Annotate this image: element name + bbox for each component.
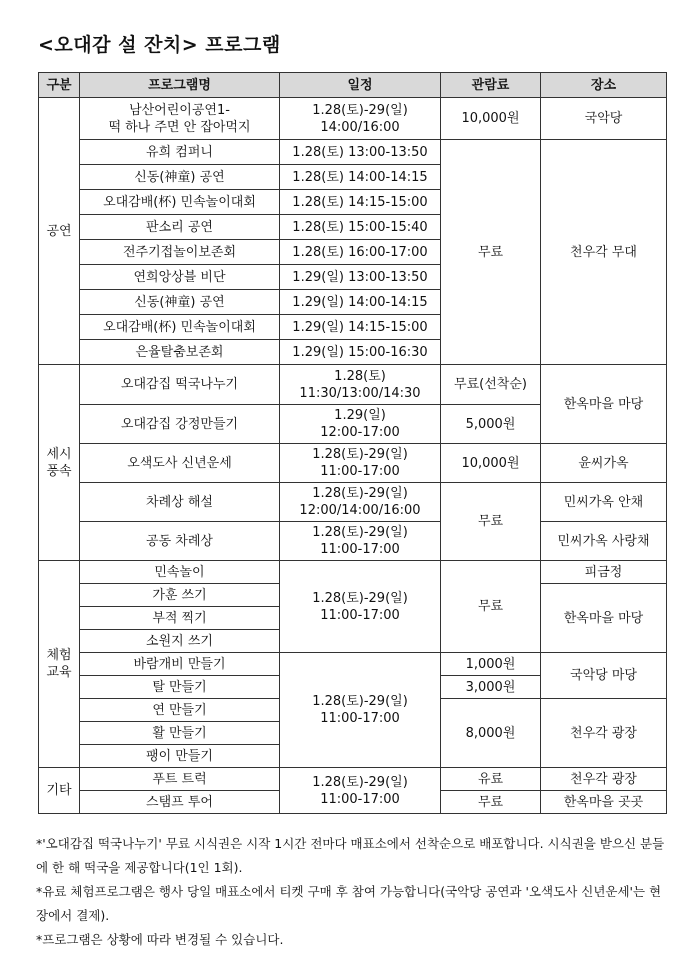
table-row — [39, 140, 667, 165]
fee-cell: 무료 — [441, 791, 541, 814]
place-cell: 천우각 무대 — [541, 140, 667, 365]
program-cell: 유희 컴퍼니 — [80, 140, 280, 165]
schedule-cell: 1.28(토)-29(일) 14:00/16:00 — [280, 98, 441, 140]
place-cell: 국악당 마당 — [541, 653, 667, 699]
program-cell: 차례상 해설 — [80, 483, 280, 522]
program-cell: 푸트 트럭 — [80, 768, 280, 791]
program-table — [38, 72, 667, 814]
table-row — [39, 768, 667, 791]
fee-cell: 5,000원 — [441, 405, 541, 444]
fee-cell: 10,000원 — [441, 98, 541, 140]
page-title: <오대감 설 잔치> 프로그램 — [38, 34, 281, 56]
table-row — [39, 98, 667, 140]
program-cell: 바람개비 만들기 — [80, 653, 280, 676]
program-cell: 가훈 쓰기 — [80, 584, 280, 607]
schedule-cell: 1.29(일) 14:15-15:00 — [280, 315, 441, 340]
program-cell: 신동(神童) 공연 — [80, 290, 280, 315]
schedule-cell: 1.29(일) 12:00-17:00 — [280, 405, 441, 444]
header-category: 구분 — [39, 73, 80, 98]
fee-cell: 무료 — [441, 561, 541, 653]
note-item: *'오대감집 떡국나누기' 무료 시식권은 시작 1시간 전마다 매표소에서 선착순으로 배포합니다. 시식권을 받으신 분들에 한 해 떡국을 제공합니다(1인 1회). — [36, 836, 665, 875]
table-row — [39, 653, 667, 676]
schedule-cell: 1.28(토) 11:30/13:00/14:30 — [280, 365, 441, 405]
table-row — [39, 483, 667, 522]
place-cell: 한옥마을 마당 — [541, 365, 667, 444]
category-cell: 세시 풍속 — [39, 365, 80, 561]
program-cell: 은율탈춤보존회 — [80, 340, 280, 365]
program-cell: 스탬프 투어 — [80, 791, 280, 814]
program-cell: 팽이 만들기 — [80, 745, 280, 768]
fee-cell: 유료 — [441, 768, 541, 791]
program-cell: 남산어린이공연1- 떡 하나 주면 안 잡아먹지 — [80, 98, 280, 140]
schedule-cell: 1.28(토)-29(일) 11:00-17:00 — [280, 522, 441, 561]
fee-cell: 무료 — [441, 140, 541, 365]
program-cell: 연 만들기 — [80, 699, 280, 722]
schedule-cell: 1.28(토)-29(일) 12:00/14:00/16:00 — [280, 483, 441, 522]
place-cell: 윤씨가옥 — [541, 444, 667, 483]
program-cell: 탈 만들기 — [80, 676, 280, 699]
program-cell: 오대감배(杯) 민속놀이대회 — [80, 315, 280, 340]
place-cell: 국악당 — [541, 98, 667, 140]
table-row — [39, 444, 667, 483]
program-cell: 공동 차례상 — [80, 522, 280, 561]
category-cell: 기타 — [39, 768, 80, 814]
fee-cell: 무료 — [441, 483, 541, 561]
header-program: 프로그램명 — [80, 73, 280, 98]
table-row — [39, 365, 667, 405]
table-row — [39, 522, 667, 561]
program-cell: 소원지 쓰기 — [80, 630, 280, 653]
fee-cell: 무료(선착순) — [441, 365, 541, 405]
program-cell: 연희앙상블 비단 — [80, 265, 280, 290]
schedule-cell: 1.28(토)-29(일) 11:00-17:00 — [280, 653, 441, 768]
header-schedule: 일정 — [280, 73, 441, 98]
table-row — [39, 561, 667, 584]
table-header-row — [39, 73, 667, 98]
program-cell: 활 만들기 — [80, 722, 280, 745]
schedule-cell: 1.28(토) 15:00-15:40 — [280, 215, 441, 240]
place-cell: 천우각 광장 — [541, 699, 667, 768]
note-item: *프로그램은 상황에 따라 변경될 수 있습니다. — [36, 932, 284, 947]
program-cell: 판소리 공연 — [80, 215, 280, 240]
place-cell: 민씨가옥 사랑채 — [541, 522, 667, 561]
notes — [36, 832, 668, 952]
place-cell: 피금정 — [541, 561, 667, 584]
program-cell: 오대감집 떡국나누기 — [80, 365, 280, 405]
place-cell: 한옥마을 마당 — [541, 584, 667, 653]
category-cell: 체험 교육 — [39, 561, 80, 768]
fee-cell: 1,000원 — [441, 653, 541, 676]
program-cell: 민속놀이 — [80, 561, 280, 584]
program-cell: 부적 찍기 — [80, 607, 280, 630]
header-fee: 관람료 — [441, 73, 541, 98]
schedule-cell: 1.28(토)-29(일) 11:00-17:00 — [280, 561, 441, 653]
program-cell: 전주기접놀이보존회 — [80, 240, 280, 265]
category-cell: 공연 — [39, 98, 80, 365]
program-cell: 오색도사 신년운세 — [80, 444, 280, 483]
fee-cell: 10,000원 — [441, 444, 541, 483]
program-cell: 신동(神童) 공연 — [80, 165, 280, 190]
header-place: 장소 — [541, 73, 667, 98]
schedule-cell: 1.28(토)-29(일) 11:00-17:00 — [280, 444, 441, 483]
schedule-cell: 1.28(토) 13:00-13:50 — [280, 140, 441, 165]
note-item: *유료 체험프로그램은 행사 당일 매표소에서 티켓 구매 후 참여 가능합니다(국악당 공연과 '오색도사 신년운세'는 현장에서 결제). — [36, 884, 662, 923]
schedule-cell: 1.29(일) 14:00-14:15 — [280, 290, 441, 315]
place-cell: 천우각 광장 — [541, 768, 667, 791]
fee-cell: 3,000원 — [441, 676, 541, 699]
schedule-cell: 1.29(일) 13:00-13:50 — [280, 265, 441, 290]
schedule-cell: 1.29(일) 15:00-16:30 — [280, 340, 441, 365]
fee-cell: 8,000원 — [441, 699, 541, 768]
schedule-cell: 1.28(토) 16:00-17:00 — [280, 240, 441, 265]
place-cell: 민씨가옥 안채 — [541, 483, 667, 522]
schedule-cell: 1.28(토) 14:00-14:15 — [280, 165, 441, 190]
program-cell: 오대감배(杯) 민속놀이대회 — [80, 190, 280, 215]
schedule-cell: 1.28(토) 14:15-15:00 — [280, 190, 441, 215]
schedule-cell: 1.28(토)-29(일) 11:00-17:00 — [280, 768, 441, 814]
program-cell: 오대감집 강정만들기 — [80, 405, 280, 444]
place-cell: 한옥마을 곳곳 — [541, 791, 667, 814]
